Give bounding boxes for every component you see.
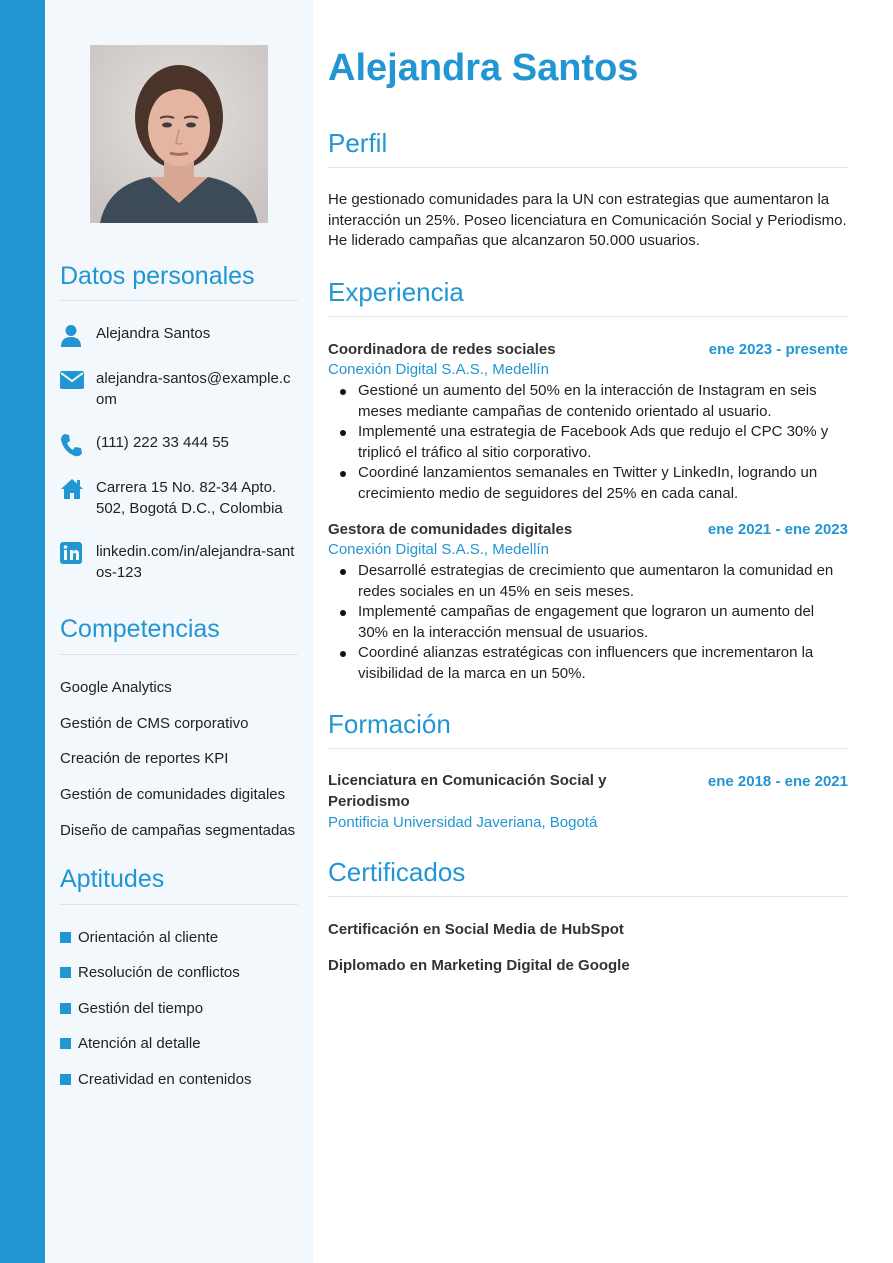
aptitude-item: Gestión del tiempo <box>60 1000 203 1017</box>
list-item: Gestioné un aumento del 50% en la interacción de Instagram en seis meses mediante campañas de contenido orientado al usuario. <box>328 381 848 422</box>
experience-heading: Experiencia <box>328 277 464 307</box>
profile-photo <box>90 45 268 223</box>
divider <box>328 896 848 897</box>
degree-title: Licenciatura en Comunicación Social y Periodismo <box>328 772 607 810</box>
list-item: Desarrollé estrategias de crecimiento que aumentaron la comunidad en redes sociales en un 45% en seis meses. <box>328 561 848 602</box>
job-date: ene 2023 - presente <box>708 341 848 358</box>
square-bullet-icon <box>60 967 71 978</box>
skill-item: Gestión de CMS corporativo <box>60 715 249 732</box>
list-item: Coordiné lanzamientos semanales en Twitter y LinkedIn, logrando un crecimiento medio de seguidores del 25% en cada canal. <box>328 463 848 504</box>
user-icon <box>60 324 82 346</box>
divider <box>328 316 848 317</box>
aptitude-item: Resolución de conflictos <box>60 964 240 981</box>
list-item: Implementé campañas de engagement que lograron un aumento del 30% en la interacción mensual de usuarios. <box>328 602 848 643</box>
candidate-name: Alejandra Santos <box>328 47 639 89</box>
divider <box>328 748 848 749</box>
certificates-heading: Certificados <box>328 857 466 887</box>
divider <box>60 654 298 655</box>
aptitudes-heading: Aptitudes <box>60 865 165 893</box>
contact-name: Alejandra Santos <box>96 325 211 342</box>
list-item: Coordiné alianzas estratégicas con influencers que incrementaron la visibilidad de la marca en un 50%. <box>328 643 848 684</box>
profile-text: He gestionado comunidades para la UN con estrategias que aumentaron la interacción un 25%. Poseo licenciatura en Comunicación Social y Periodismo. He liderado campañas que alcanzaron 50.000 usuarios. <box>328 191 847 249</box>
skill-item: Diseño de campañas segmentadas <box>60 822 296 839</box>
job-title: Coordinadora de redes sociales <box>328 341 556 358</box>
home-icon <box>60 478 82 500</box>
divider <box>60 904 298 905</box>
portrait-image <box>90 45 268 223</box>
contact-linkedin[interactable]: linkedin.com/in/alejandra-santos-123 <box>96 543 295 581</box>
accent-bar <box>0 0 45 1263</box>
linkedin-icon <box>60 542 82 564</box>
certificate-item: Diplomado en Marketing Digital de Google <box>328 957 630 974</box>
square-bullet-icon <box>60 1074 71 1085</box>
list-item: Implementé una estrategia de Facebook Ads que redujo el CPC 30% y triplicó el tráfico al sitio corporativo. <box>328 422 848 463</box>
divider <box>60 300 298 301</box>
contact-email[interactable]: alejandra-santos@example.com <box>96 370 291 408</box>
job-bullets <box>328 381 848 504</box>
phone-icon <box>60 433 82 455</box>
certificate-item: Certificación en Social Media de HubSpot <box>328 921 624 938</box>
contact-address: Carrera 15 No. 82-34 Apto. 502, Bogotá D.C., Colombia <box>96 479 283 517</box>
job-bullets <box>328 561 848 684</box>
education-date: ene 2018 - ene 2021 <box>707 773 848 790</box>
school-name: Pontificia Universidad Javeriana, Bogotá <box>328 814 598 831</box>
sidebar <box>45 0 313 1263</box>
profile-heading: Perfil <box>328 128 388 158</box>
aptitude-item: Orientación al cliente <box>60 929 218 946</box>
job-date: ene 2021 - ene 2023 <box>707 521 848 538</box>
skill-item: Gestión de comunidades digitales <box>60 786 286 803</box>
square-bullet-icon <box>60 932 71 943</box>
skill-item: Google Analytics <box>60 679 172 696</box>
education-heading: Formación <box>328 709 451 739</box>
contact-phone: (111) 222 33 444 55 <box>96 434 229 451</box>
job-company: Conexión Digital S.A.S., Medellín <box>328 361 549 378</box>
skill-item: Creación de reportes KPI <box>60 750 229 767</box>
divider <box>328 167 848 168</box>
envelope-icon <box>60 371 82 393</box>
main-content <box>313 0 893 1263</box>
skills-heading: Competencias <box>60 615 220 643</box>
square-bullet-icon <box>60 1003 71 1014</box>
aptitude-item: Creatividad en contenidos <box>60 1071 251 1088</box>
aptitude-item: Atención al detalle <box>60 1035 201 1052</box>
job-company: Conexión Digital S.A.S., Medellín <box>328 541 549 558</box>
job-title: Gestora de comunidades digitales <box>328 521 573 538</box>
personal-data-heading: Datos personales <box>60 262 255 290</box>
square-bullet-icon <box>60 1038 71 1049</box>
